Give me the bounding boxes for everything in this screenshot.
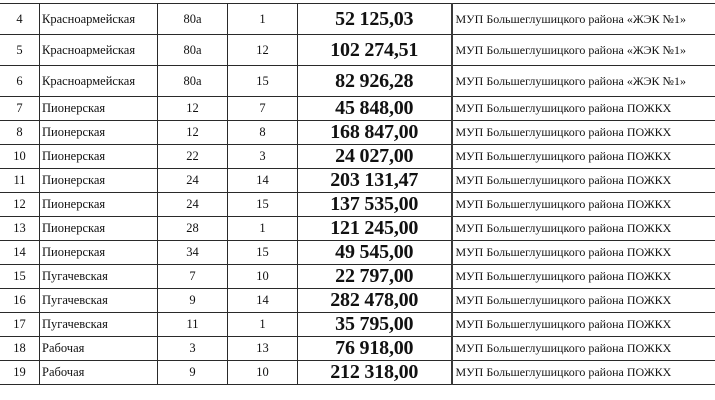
debt-amount: 76 918,00 xyxy=(298,337,452,361)
row-number: 19 xyxy=(0,361,40,385)
apartment-number: 14 xyxy=(228,169,298,193)
apartment-number: 1 xyxy=(228,217,298,241)
management-organization: МУП Большеглушицкого района ПОЖКХ xyxy=(452,145,715,169)
street-name: Красноармейская xyxy=(40,4,158,35)
management-organization: МУП Большеглушицкого района ПОЖКХ xyxy=(452,169,715,193)
row-number: 6 xyxy=(0,66,40,97)
street-name: Пионерская xyxy=(40,193,158,217)
house-number: 3 xyxy=(158,337,228,361)
apartment-number: 12 xyxy=(228,35,298,66)
street-name: Пионерская xyxy=(40,121,158,145)
house-number: 80а xyxy=(158,66,228,97)
debt-amount: 168 847,00 xyxy=(298,121,452,145)
house-number: 9 xyxy=(158,361,228,385)
row-number: 11 xyxy=(0,169,40,193)
management-organization: МУП Большеглушицкого района ПОЖКХ xyxy=(452,97,715,121)
apartment-number: 13 xyxy=(228,337,298,361)
row-number: 15 xyxy=(0,265,40,289)
debt-amount: 52 125,03 xyxy=(298,4,452,35)
management-organization: МУП Большеглушицкого района ПОЖКХ xyxy=(452,289,715,313)
house-number: 9 xyxy=(158,289,228,313)
row-number: 12 xyxy=(0,193,40,217)
management-organization: МУП Большеглушицкого района ПОЖКХ xyxy=(452,337,715,361)
row-number: 14 xyxy=(0,241,40,265)
debt-amount: 137 535,00 xyxy=(298,193,452,217)
table-row xyxy=(0,289,715,313)
table-row xyxy=(0,241,715,265)
house-number: 28 xyxy=(158,217,228,241)
street-name: Пионерская xyxy=(40,241,158,265)
house-number: 34 xyxy=(158,241,228,265)
street-name: Пионерская xyxy=(40,169,158,193)
house-number: 12 xyxy=(158,97,228,121)
house-number: 24 xyxy=(158,169,228,193)
debt-amount: 49 545,00 xyxy=(298,241,452,265)
debt-amount: 45 848,00 xyxy=(298,97,452,121)
table-row xyxy=(0,361,715,385)
house-number: 12 xyxy=(158,121,228,145)
apartment-number: 15 xyxy=(228,66,298,97)
debt-amount: 203 131,47 xyxy=(298,169,452,193)
row-number: 13 xyxy=(0,217,40,241)
row-number: 4 xyxy=(0,4,40,35)
street-name: Рабочая xyxy=(40,361,158,385)
debt-amount: 35 795,00 xyxy=(298,313,452,337)
debt-table xyxy=(0,3,715,385)
apartment-number: 10 xyxy=(228,361,298,385)
management-organization: МУП Большеглушицкого района ПОЖКХ xyxy=(452,217,715,241)
management-organization: МУП Большеглушицкого района ПОЖКХ xyxy=(452,361,715,385)
debt-amount: 82 926,28 xyxy=(298,66,452,97)
street-name: Пионерская xyxy=(40,217,158,241)
table-row xyxy=(0,4,715,35)
table-row xyxy=(0,66,715,97)
house-number: 80а xyxy=(158,4,228,35)
row-number: 17 xyxy=(0,313,40,337)
street-name: Пугачевская xyxy=(40,289,158,313)
apartment-number: 14 xyxy=(228,289,298,313)
house-number: 80а xyxy=(158,35,228,66)
house-number: 22 xyxy=(158,145,228,169)
apartment-number: 3 xyxy=(228,145,298,169)
street-name: Красноармейская xyxy=(40,35,158,66)
table-row xyxy=(0,35,715,66)
table-row xyxy=(0,217,715,241)
debt-amount: 24 027,00 xyxy=(298,145,452,169)
row-number: 8 xyxy=(0,121,40,145)
apartment-number: 15 xyxy=(228,193,298,217)
table-row xyxy=(0,145,715,169)
apartment-number: 1 xyxy=(228,4,298,35)
apartment-number: 15 xyxy=(228,241,298,265)
management-organization: МУП Большеглушицкого района ПОЖКХ xyxy=(452,121,715,145)
row-number: 18 xyxy=(0,337,40,361)
row-number: 7 xyxy=(0,97,40,121)
table-row xyxy=(0,193,715,217)
row-number: 16 xyxy=(0,289,40,313)
debt-amount: 212 318,00 xyxy=(298,361,452,385)
table-row xyxy=(0,169,715,193)
table-row xyxy=(0,313,715,337)
apartment-number: 8 xyxy=(228,121,298,145)
table-row xyxy=(0,265,715,289)
street-name: Пионерская xyxy=(40,97,158,121)
table-row xyxy=(0,121,715,145)
row-number: 5 xyxy=(0,35,40,66)
management-organization: МУП Большеглушицкого района «ЖЭК №1» xyxy=(452,35,715,66)
street-name: Пугачевская xyxy=(40,313,158,337)
management-organization: МУП Большеглушицкого района ПОЖКХ xyxy=(452,193,715,217)
row-number: 10 xyxy=(0,145,40,169)
debt-amount: 22 797,00 xyxy=(298,265,452,289)
street-name: Пугачевская xyxy=(40,265,158,289)
debt-amount: 102 274,51 xyxy=(298,35,452,66)
street-name: Красноармейская xyxy=(40,66,158,97)
street-name: Рабочая xyxy=(40,337,158,361)
apartment-number: 1 xyxy=(228,313,298,337)
management-organization: МУП Большеглушицкого района ПОЖКХ xyxy=(452,313,715,337)
house-number: 7 xyxy=(158,265,228,289)
table-row xyxy=(0,97,715,121)
apartment-number: 10 xyxy=(228,265,298,289)
management-organization: МУП Большеглушицкого района «ЖЭК №1» xyxy=(452,66,715,97)
street-name: Пионерская xyxy=(40,145,158,169)
apartment-number: 7 xyxy=(228,97,298,121)
management-organization: МУП Большеглушицкого района ПОЖКХ xyxy=(452,241,715,265)
management-organization: МУП Большеглушицкого района ПОЖКХ xyxy=(452,265,715,289)
debt-amount: 282 478,00 xyxy=(298,289,452,313)
house-number: 24 xyxy=(158,193,228,217)
debt-amount: 121 245,00 xyxy=(298,217,452,241)
house-number: 11 xyxy=(158,313,228,337)
management-organization: МУП Большеглушицкого района «ЖЭК №1» xyxy=(452,4,715,35)
table-row xyxy=(0,337,715,361)
